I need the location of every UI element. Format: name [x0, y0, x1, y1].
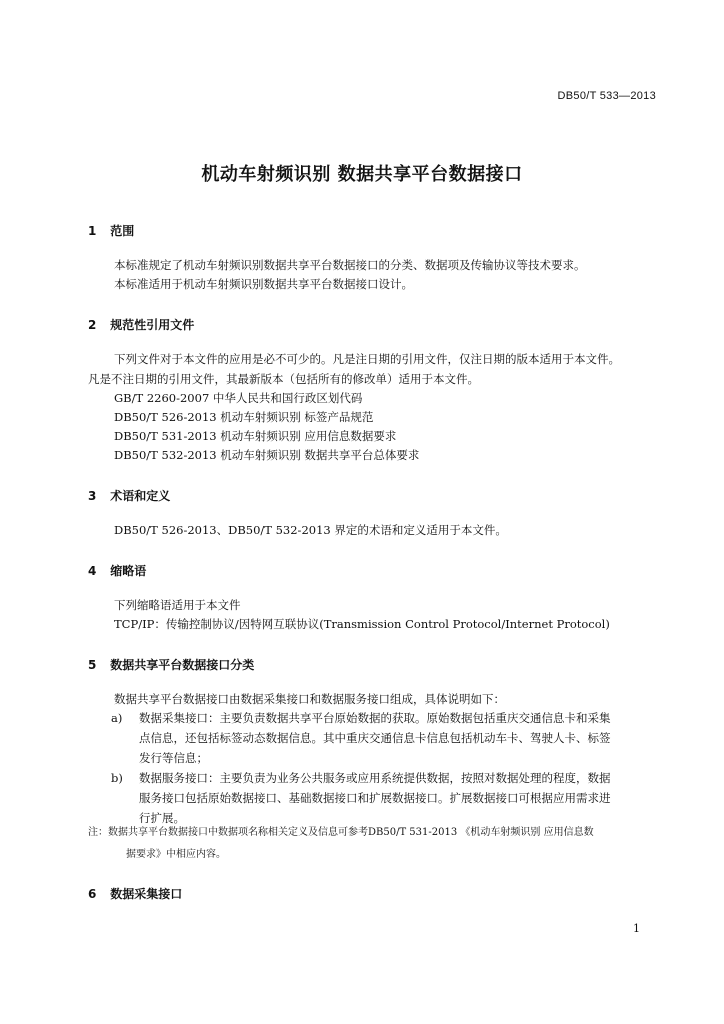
- section-number: 6: [88, 887, 97, 901]
- section-heading-4: [88, 562, 146, 579]
- section-title: 数据共享平台数据接口分类: [110, 658, 255, 672]
- list-item-line: 点信息，还包括标签动态数据信息。其中重庆交通信息卡信息包括机动车卡、驾驶人卡、标签: [139, 731, 611, 745]
- abbreviation-item: TCP/IP：传输控制协议/因特网互联协议(Transmission Control Protocol/Internet Protocol): [114, 617, 610, 631]
- section-title: 规范性引用文件: [110, 318, 195, 332]
- list-item-line: 行扩展。: [139, 811, 185, 825]
- section-heading-6: [88, 885, 182, 902]
- note-line: 据要求》中相应内容。: [126, 849, 226, 860]
- section-number: 4: [88, 564, 97, 578]
- section-number: 2: [88, 318, 97, 332]
- section-number: 5: [88, 658, 97, 672]
- section-title: 缩略语: [110, 564, 147, 578]
- list-item-line: 数据采集接口：主要负责数据共享平台原始数据的获取。原始数据包括重庆交通信息卡和采集: [139, 711, 611, 725]
- list-item-line: 数据服务接口：主要负责为业务公共服务或应用系统提供数据，按照对数据处理的程度，数据: [139, 771, 611, 785]
- paragraph: 凡是不注日期的引用文件，其最新版本（包括所有的修改单）适用于本文件。: [88, 372, 479, 386]
- paragraph: 本标准规定了机动车射频识别数据共享平台数据接口的分类、数据项及传输协议等技术要求。: [114, 258, 586, 272]
- reference-item: DB50/T 531-2013 机动车射频识别 应用信息数据要求: [114, 429, 397, 443]
- paragraph: 下列文件对于本文件的应用是必不可少的。凡是注日期的引用文件，仅注日期的版本适用于本文件。: [114, 352, 620, 366]
- section-heading-3: [88, 487, 170, 504]
- paragraph: 数据共享平台数据接口由数据采集接口和数据服务接口组成，具体说明如下：: [114, 692, 505, 706]
- section-heading-1: [88, 222, 134, 239]
- paragraph: 本标准适用于机动车射频识别数据共享平台数据接口设计。: [114, 277, 413, 291]
- list-item-line: 发行等信息；: [139, 751, 208, 765]
- section-number: 3: [88, 489, 97, 503]
- list-item-line: 服务接口包括原始数据接口、基础数据接口和扩展数据接口。扩展数据接口可根据应用需求进: [139, 791, 611, 805]
- standard-code: DB50/T 533—2013: [557, 90, 656, 102]
- section-heading-5: [88, 656, 254, 673]
- list-marker: a): [111, 711, 123, 725]
- section-title: 术语和定义: [110, 489, 171, 503]
- paragraph: DB50/T 526-2013、DB50/T 532-2013 界定的术语和定义适用于本文件。: [114, 523, 507, 537]
- reference-item: DB50/T 532-2013 机动车射频识别 数据共享平台总体要求: [114, 448, 420, 462]
- document-title: 机动车射频识别 数据共享平台数据接口: [201, 164, 523, 185]
- page-number: 1: [633, 922, 640, 935]
- section-title: 范围: [110, 224, 135, 238]
- section-title: 数据采集接口: [110, 887, 183, 901]
- paragraph: 下列缩略语适用于本文件: [114, 598, 241, 612]
- section-number: 1: [88, 224, 97, 238]
- note-line: 注：数据共享平台数据接口中数据项名称相关定义及信息可参考DB50/T 531-2013 《机动车射频识别 应用信息数: [88, 827, 594, 838]
- reference-item: DB50/T 526-2013 机动车射频识别 标签产品规范: [114, 410, 374, 424]
- section-heading-2: [88, 316, 194, 333]
- list-marker: b): [111, 771, 123, 785]
- reference-item: GB/T 2260-2007 中华人民共和国行政区划代码: [114, 391, 363, 405]
